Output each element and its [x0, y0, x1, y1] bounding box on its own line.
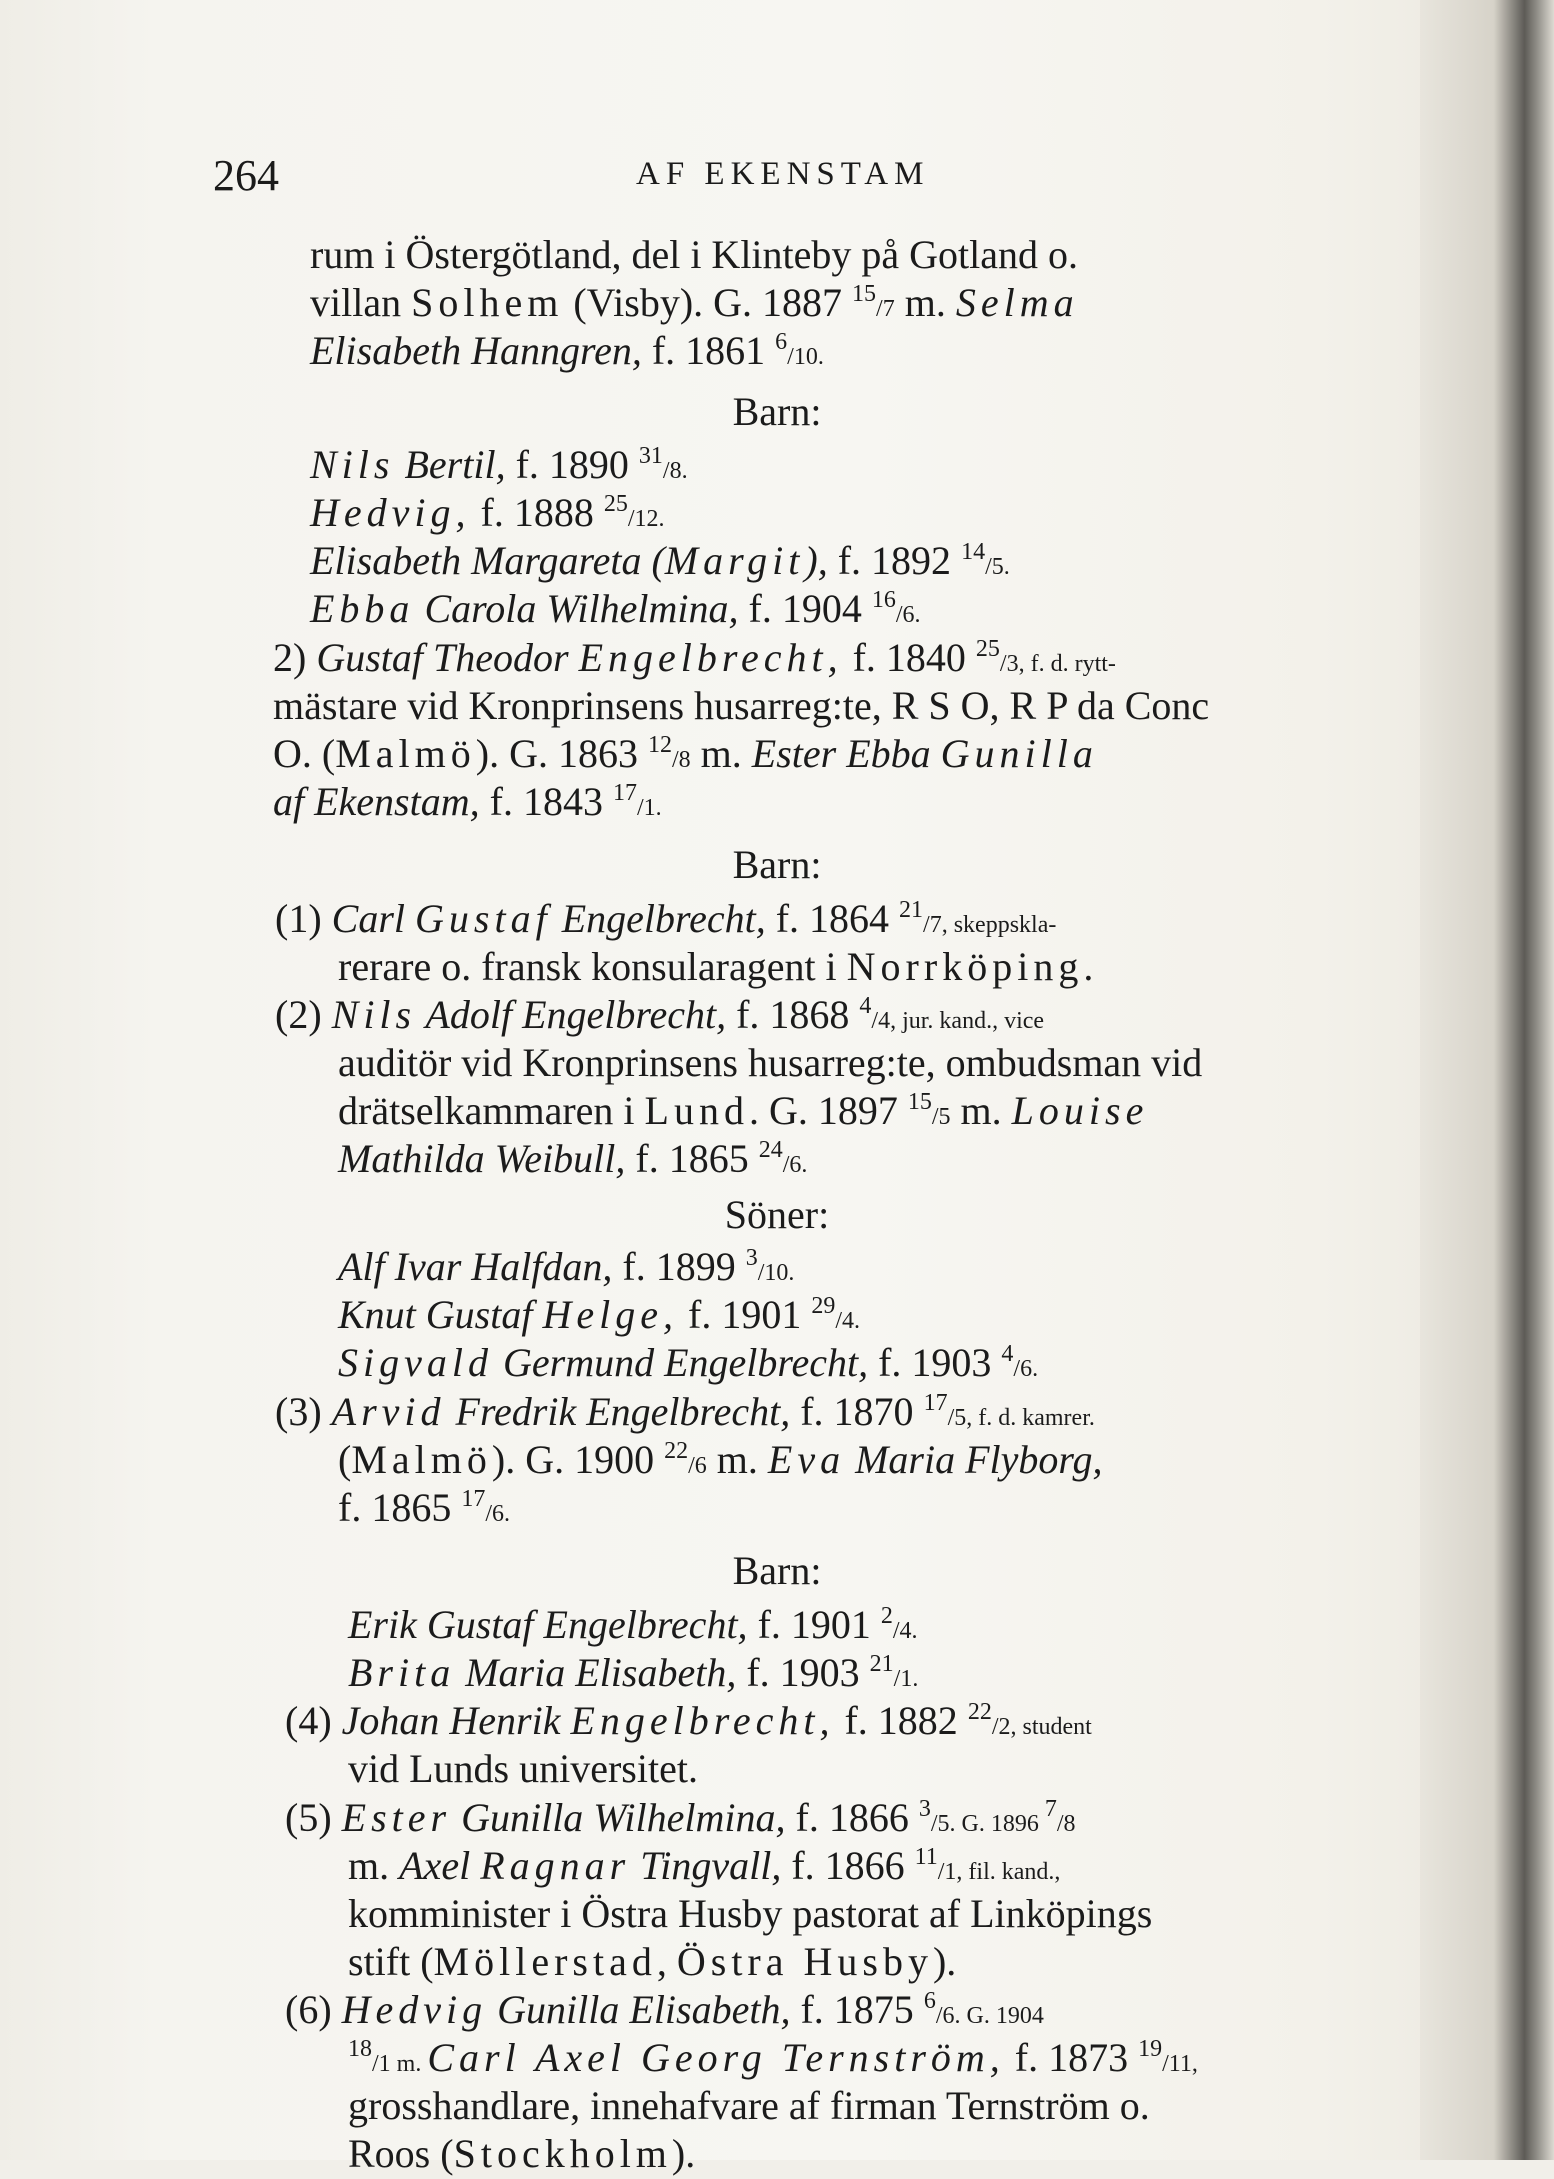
text-line: Knut Gustaf Helge, f. 1901 $^{29}$/4. [338, 1292, 860, 1337]
section-heading: Barn: [732, 389, 822, 434]
section-heading: Barn: [732, 842, 822, 887]
text-line: (Malmö). G. 1900 $^{22}$/6 m. Eva Maria Flyborg, [338, 1437, 1103, 1482]
text-line: Elisabeth Hanngren, f. 1861 $^6$/10. [310, 328, 824, 373]
text-line: vid Lunds universitet. [348, 1746, 698, 1791]
text-line: (3) Arvid Fredrik Engelbrecht, f. 1870 $^{17}$/5, f. d. kamrer. [275, 1389, 1095, 1434]
page-number: 264 [213, 151, 279, 200]
text-line: auditör vid Kronprinsens husarreg:te, ombudsman vid [338, 1040, 1203, 1085]
text-line: drätselkammaren i Lund. G. 1897 $^{15}$/5 m. Louise [338, 1088, 1149, 1133]
text-line: (1) Carl Gustaf Engelbrecht, f. 1864 $^{21}$/7, skeppskla- [275, 896, 1057, 941]
text-line: f. 1865 $^{17}$/6. [338, 1485, 510, 1530]
text-line: komminister i Östra Husby pastorat af Linköpings [348, 1891, 1153, 1936]
text-line: 2) Gustaf Theodor Engelbrecht, f. 1840 $^{25}$/3, f. d. rytt- [273, 635, 1116, 680]
text-line: Nils Bertil, f. 1890 $^{31}$/8. [310, 442, 688, 487]
text-line: af Ekenstam, f. 1843 $^{17}$/1. [273, 779, 662, 824]
text-line: villan Solhem (Visby). G. 1887 $^{15}$/7 m. Selma [310, 280, 1079, 325]
page-edge-shadow [1420, 0, 1554, 2160]
text-line: (6) Hedvig Gunilla Elisabeth, f. 1875 $^6$/6. G. 1904 [285, 1987, 1044, 2032]
text-line: Erik Gustaf Engelbrecht, f. 1901 $^2$/4. [348, 1602, 918, 1647]
text-line: Alf Ivar Halfdan, f. 1899 $^3$/10. [338, 1244, 795, 1289]
text-line: Roos (Stockholm). [348, 2131, 696, 2176]
text-line: Hedvig, f. 1888 $^{25}$/12. [310, 490, 665, 535]
section-heading: Barn: [732, 1548, 822, 1593]
text-line: mästare vid Kronprinsens husarreg:te, R S O, R P da Conc [273, 683, 1210, 728]
text-line: (2) Nils Adolf Engelbrecht, f. 1868 $^4$/4, jur. kand., vice [275, 992, 1045, 1037]
text-line: m. Axel Ragnar Tingvall, f. 1866 $^{11}$/1, fil. kand., [348, 1843, 1061, 1888]
text-line: Sigvald Germund Engelbrecht, f. 1903 $^4$/6. [338, 1340, 1039, 1385]
text-line: rerare o. fransk konsularagent i Norrköping. [338, 944, 1094, 989]
text-line: stift (Möllerstad, Östra Husby). [348, 1939, 957, 1984]
text-line: Elisabeth Margareta (Margit), f. 1892 $^{14}$/5. [310, 538, 1010, 583]
running-title: AF EKENSTAM [636, 156, 930, 192]
text-line: $^{18}$/1 m. Carl Axel Georg Ternström, f. 1873 $^{19}$/11, [348, 2035, 1198, 2080]
text-line: Brita Maria Elisabeth, f. 1903 $^{21}$/1. [348, 1650, 919, 1695]
text-line: Mathilda Weibull, f. 1865 $^{24}$/6. [338, 1136, 808, 1181]
text-line: rum i Östergötland, del i Klinteby på Gotland o. [310, 232, 1079, 277]
text-line: (4) Johan Henrik Engelbrecht, f. 1882 $^{22}$/2, student [285, 1698, 1092, 1743]
text-line: grosshandlare, innehafvare af firman Ternström o. [348, 2083, 1150, 2128]
section-heading: Söner: [724, 1192, 830, 1237]
text-line: Ebba Carola Wilhelmina, f. 1904 $^{16}$/6. [310, 586, 921, 631]
text-line: (5) Ester Gunilla Wilhelmina, f. 1866 $^3$/5. G. 1896 $^7$/8 [285, 1795, 1076, 1840]
text-line: O. (Malmö). G. 1863 $^{12}$/8 m. Ester Ebba Gunilla [273, 731, 1098, 776]
